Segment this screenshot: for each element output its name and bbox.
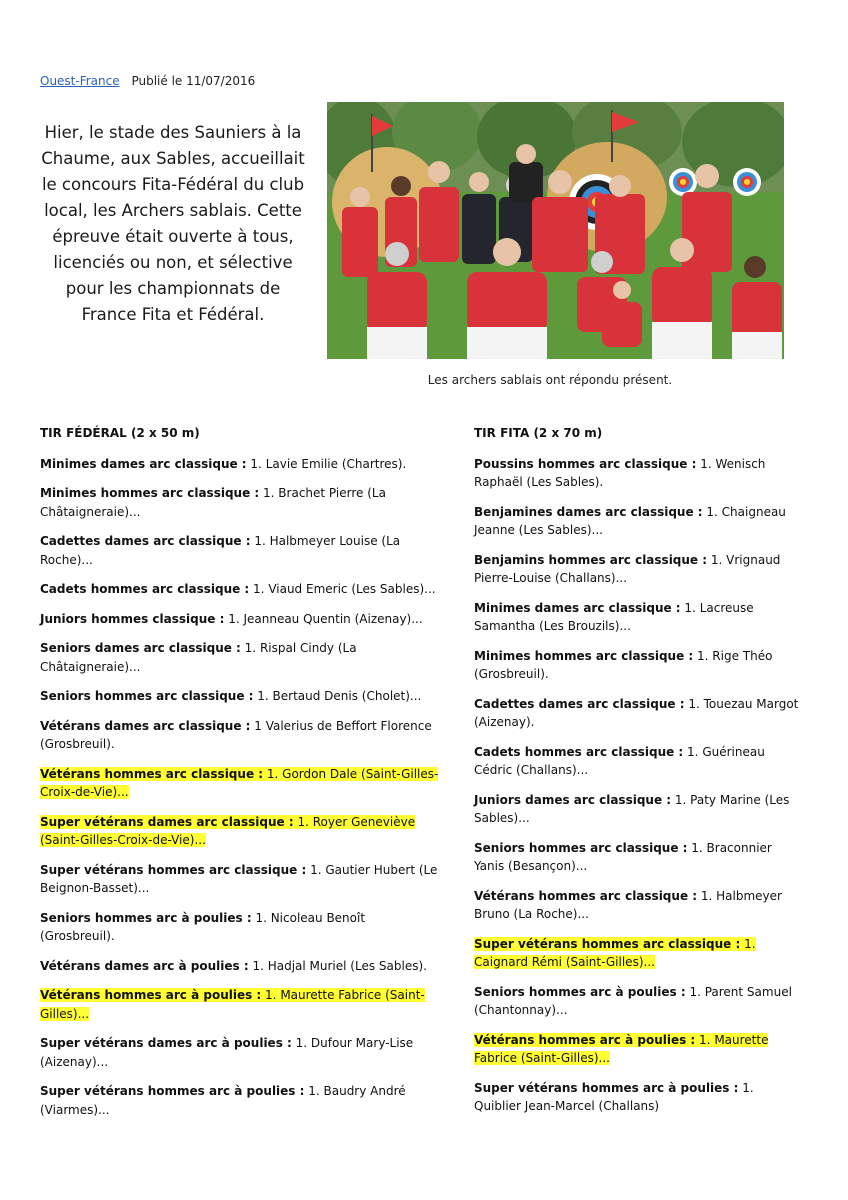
category-label: Seniors hommes arc à poulies : (474, 984, 686, 999)
category-label: Vétérans hommes arc classique : (474, 888, 698, 903)
result-entry (40, 717, 440, 754)
result-entry (474, 1079, 804, 1116)
result-entry (474, 599, 804, 636)
category-label: Cadets hommes arc classique : (40, 582, 250, 596)
result-entry (474, 1031, 804, 1068)
winner-text: 1. Bertaud Denis (Cholet)... (253, 689, 422, 703)
category-label: Seniors hommes arc classique : (40, 689, 254, 703)
category-label: Super vétérans dames arc classique : (40, 814, 294, 829)
category-label: Super vétérans hommes arc classique : (40, 862, 307, 877)
result-entry (474, 983, 804, 1020)
publish-date: Publié le 11/07/2016 (131, 74, 256, 88)
result-entry (40, 687, 440, 706)
result-entry (40, 455, 440, 474)
result-entry (40, 986, 440, 1023)
result-entry (474, 503, 804, 540)
federal-title: TIR FÉDÉRAL (2 x 50 m) (40, 426, 200, 440)
result-entry (474, 743, 804, 780)
winner-text: 1. Hadjal Muriel (Les Sables). (248, 958, 427, 973)
result-entry (40, 610, 440, 629)
category-label: Super vétérans hommes arc à poulies : (40, 1084, 305, 1098)
winner-text: 1. Maurette Fabrice (Saint-Gilles)... (474, 1032, 769, 1065)
category-label: Super vétérans dames arc à poulies : (40, 1036, 292, 1050)
winner-text: 1. Lacreuse Samantha (Les Brouzils)... (474, 600, 754, 633)
category-label: Minimes hommes arc classique : (474, 648, 694, 663)
category-label: Vétérans hommes arc classique : (40, 766, 264, 781)
result-entry (40, 909, 440, 946)
winner-text: 1. Chaigneau Jeanne (Les Sables)... (474, 504, 786, 537)
result-entry (474, 935, 804, 972)
fita-list (474, 455, 804, 1116)
winner-text: 1. Touezau Margot (Aizenay). (474, 696, 799, 729)
winner-text: 1. Gautier Hubert (Le Beignon-Basset)... (40, 862, 438, 895)
result-entry (40, 532, 440, 569)
category-label: Vétérans dames arc classique : (40, 718, 251, 733)
winner-text: 1. Caignard Rémi (Saint-Gilles)... (474, 936, 756, 969)
result-entry (40, 580, 440, 599)
source-link[interactable]: Ouest-France (40, 74, 120, 88)
article-header (40, 74, 255, 88)
result-entry (474, 839, 804, 876)
category-label: Juniors dames arc classique : (474, 792, 672, 807)
category-label: Vétérans dames arc à poulies : (40, 958, 249, 973)
winner-text: 1. Brachet Pierre (La Châtaigneraie)... (40, 486, 386, 519)
intro-paragraph: Hier, le stade des Sauniers à la Chaume, aux Sables, accueillait le concours Fita-Fédéral du club local, les Archers sablais. Cette épreuve était ouverte à tous, licenciés ou non, et sélective pour les championnats de France Fita et Fédéral. (41, 123, 305, 324)
fita-title: TIR FITA (2 x 70 m) (474, 426, 603, 440)
winner-text: 1. Baudry André (Viarmes)... (40, 1084, 406, 1117)
winner-text: 1. Rispal Cindy (La Châtaigneraie)... (40, 641, 357, 674)
category-label: Super vétérans hommes arc classique : (474, 936, 741, 951)
result-entry (40, 639, 440, 676)
group-photo (327, 102, 784, 359)
winner-text: 1. Royer Geneviève (Saint-Gilles-Croix-de-Vie)... (40, 814, 416, 847)
result-entry (40, 861, 440, 898)
winner-text: 1. Vrignaud Pierre-Louise (Challans)... (474, 552, 781, 585)
category-label: Juniors hommes classique : (40, 611, 225, 626)
category-label: Minimes dames arc classique : (40, 456, 247, 471)
result-entry (474, 695, 804, 732)
category-label: Minimes dames arc classique : (474, 600, 681, 615)
winner-text: 1. Viaud Emeric (Les Sables)... (249, 582, 436, 596)
winner-text: 1. Gordon Dale (Saint-Gilles-Croix-de-Vie)... (40, 766, 439, 799)
result-entry (474, 551, 804, 588)
winner-text: 1. Quiblier Jean-Marcel (Challans) (474, 1080, 754, 1113)
winner-text: 1. Rige Théo (Grosbreuil). (474, 648, 773, 681)
winner-text: 1. Parent Samuel (Chantonnay)... (474, 984, 792, 1017)
winner-text: 1. Wenisch Raphaël (Les Sables). (474, 456, 766, 489)
winner-text: 1. Maurette Fabrice (Saint-Gilles)... (40, 988, 425, 1021)
winner-text: 1. Halbmeyer Louise (La Roche)... (40, 534, 401, 567)
category-label: Seniors hommes arc classique : (474, 840, 688, 855)
result-entry (40, 484, 440, 521)
category-label: Benjamines dames arc classique : (474, 504, 703, 519)
category-label: Cadets hommes arc classique : (474, 744, 684, 759)
winner-text: 1. Guérineau Cédric (Challans)... (474, 744, 765, 777)
winner-text: 1. Halbmeyer Bruno (La Roche)... (474, 888, 782, 921)
winner-text: 1. Braconnier Yanis (Besançon)... (474, 840, 772, 873)
category-label: Poussins hommes arc classique : (474, 456, 697, 471)
fita-results (474, 424, 804, 1127)
winner-text: 1. Jeanneau Quentin (Aizenay)... (224, 611, 423, 626)
category-label: Vétérans hommes arc à poulies : (474, 1032, 696, 1047)
category-label: Super vétérans hommes arc à poulies : (474, 1080, 739, 1095)
category-label: Vétérans hommes arc à poulies : (40, 988, 262, 1002)
result-entry (474, 647, 804, 684)
photo-caption: Les archers sablais ont répondu présent. (427, 373, 673, 387)
result-entry (474, 791, 804, 828)
result-entry (474, 887, 804, 924)
result-entry (40, 957, 440, 976)
category-label: Seniors hommes arc à poulies : (40, 910, 252, 925)
category-label: Cadettes dames arc classique : (40, 534, 251, 548)
result-entry (40, 1082, 440, 1119)
category-label: Seniors dames arc classique : (40, 641, 241, 655)
result-entry (40, 813, 440, 850)
category-label: Minimes hommes arc classique : (40, 486, 260, 500)
winner-text: 1. Paty Marine (Les Sables)... (474, 792, 790, 825)
winner-text: 1. Lavie Emilie (Chartres). (246, 456, 407, 471)
result-entry (40, 765, 440, 802)
federal-list (40, 455, 440, 1120)
result-entry (474, 455, 804, 492)
result-entry (40, 1034, 440, 1071)
winner-text: 1. Dufour Mary-Lise (Aizenay)... (40, 1036, 414, 1069)
category-label: Cadettes dames arc classique : (474, 696, 685, 711)
winner-text: 1. Nicoleau Benoît (Grosbreuil). (40, 910, 366, 943)
federal-results (40, 424, 440, 1130)
winner-text: 1 Valerius de Beffort Florence (Grosbreuil). (40, 718, 432, 751)
category-label: Benjamins hommes arc classique : (474, 552, 708, 567)
